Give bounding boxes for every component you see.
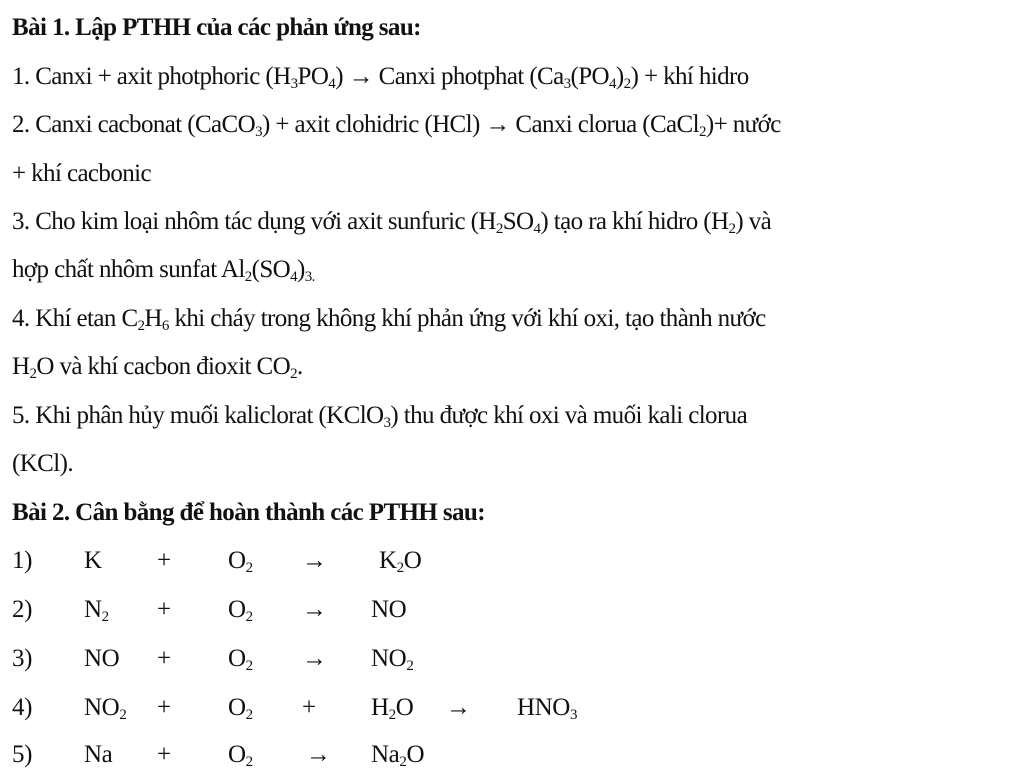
- subscript: 2: [406, 657, 414, 674]
- text-run: (KCl).: [12, 450, 73, 477]
- subscript: 3: [569, 706, 578, 723]
- exercise-1-item-3-line-2: [12, 255, 315, 285]
- text-run: NO: [84, 694, 120, 721]
- subscript: 2: [245, 559, 253, 576]
- arrow-icon: →: [302, 596, 327, 623]
- product: [371, 740, 424, 770]
- subscript: 2: [396, 559, 404, 576]
- text-run: 1. Canxi + axit photphoric (H: [12, 63, 291, 90]
- text-run: O: [228, 741, 246, 768]
- reactant: [228, 740, 253, 770]
- text-run: 4. Khí etan C: [12, 305, 138, 332]
- exercise-1-item-4-line-1: [12, 304, 766, 334]
- subscript: 2: [495, 220, 503, 237]
- arrow-icon: →: [302, 645, 327, 672]
- subscript: 4: [609, 75, 616, 92]
- text-run: PO: [297, 63, 329, 90]
- subscript: 3: [255, 123, 262, 140]
- product: [371, 595, 406, 625]
- text-run: K: [379, 547, 397, 574]
- text-run: ): [615, 63, 624, 90]
- subscript: 2: [245, 608, 253, 625]
- text-run: ) thu được khí oxi và muối kali clorua: [390, 402, 748, 429]
- text-run: O: [228, 547, 246, 574]
- subscript: 4: [290, 268, 298, 285]
- text-run: ) và: [735, 208, 772, 235]
- text-run: 3. Cho kim loại nhôm tác dụng với axit sunfuric (H: [12, 208, 496, 235]
- reactant: [84, 595, 109, 625]
- text-run: O: [228, 645, 246, 672]
- subscript: 2: [245, 753, 253, 770]
- reactant: [228, 546, 253, 576]
- text-run: O và khí cacbon đioxit CO: [36, 353, 291, 380]
- plus-sign: +: [157, 645, 171, 672]
- text-run: ) tạo ra khí hidro (H: [540, 208, 729, 235]
- exercise-1-item-3-line-1: [12, 207, 771, 237]
- text-run: HNO: [517, 694, 570, 721]
- subscript: 2: [388, 706, 396, 723]
- exercise-1-item-5-line-2: [12, 449, 73, 479]
- text-run: ) + khí hidro: [630, 63, 749, 90]
- reactant: [84, 546, 102, 576]
- subscript: 2: [728, 220, 736, 237]
- exercise-1-item-2-line-2: [12, 159, 151, 189]
- arrow-icon: →: [302, 547, 327, 574]
- plus-sign: +: [157, 547, 171, 574]
- text-run: hợp chất nhôm sunfat Al: [12, 256, 245, 283]
- subscript: 2: [290, 365, 297, 382]
- reactant: [228, 644, 253, 674]
- exercise-1-item-1: [12, 62, 749, 92]
- text-run: N: [84, 596, 102, 623]
- text-run: 5. Khi phân hủy muối kaliclorat (KClO: [12, 402, 384, 429]
- subscript: 6: [161, 317, 169, 334]
- text-run: SO: [502, 208, 534, 235]
- subscript: 2: [623, 75, 631, 92]
- exercise-2-title: Bài 2. Cân bằng để hoàn thành các PTHH sau:: [12, 499, 485, 526]
- text-run: H: [144, 305, 162, 332]
- equation-number: 1): [12, 547, 33, 574]
- subscript: 3: [290, 75, 298, 92]
- exercise-1-title: Bài 1. Lập PTHH của các phản ứng sau:: [12, 14, 421, 41]
- text-run: Na: [84, 741, 113, 768]
- text-run: (SO: [251, 256, 291, 283]
- subscript: 2: [29, 365, 37, 382]
- text-run: ) + axit clohidric (HCl) → Canxi clorua (CaCl: [261, 111, 699, 138]
- subscript: 2: [137, 317, 145, 334]
- subscript: 3: [563, 75, 571, 92]
- subscript: 2: [119, 706, 127, 723]
- text-run: NO: [84, 645, 120, 672]
- subscript: 2: [399, 753, 407, 770]
- subscript: 2: [244, 268, 252, 285]
- plus-sign: +: [157, 596, 171, 623]
- text-run: O: [403, 547, 422, 574]
- reactant: [84, 644, 119, 674]
- product: [379, 546, 421, 576]
- subscript: 4: [328, 75, 336, 92]
- plus-sign: +: [302, 694, 316, 721]
- text-run: O: [406, 741, 425, 768]
- subscript: 2: [245, 706, 253, 723]
- text-run: ): [297, 256, 305, 283]
- subscript: 2: [698, 123, 706, 140]
- text-run: Na: [371, 741, 400, 768]
- reactant: [371, 693, 413, 723]
- equation-number: 5): [12, 741, 33, 768]
- text-run: NO: [371, 596, 407, 623]
- arrow-icon: →: [306, 741, 331, 768]
- subscript: 3: [383, 414, 391, 431]
- equation-number: 2): [12, 596, 33, 623]
- text-run: khi cháy trong không khí phản ứng với khí oxi, tạo thành nước: [168, 305, 766, 332]
- reactant: [228, 693, 253, 723]
- text-run: (PO: [570, 63, 610, 90]
- text-run: )+ nước: [705, 111, 781, 138]
- reactant: [84, 740, 112, 770]
- exercise-1-item-5-line-1: [12, 401, 747, 431]
- text-run: ) → Canxi photphat (Ca: [335, 63, 564, 90]
- exercise-1-item-4-line-2: [12, 352, 303, 382]
- equation-number: 3): [12, 645, 33, 672]
- text-run: K: [84, 547, 102, 574]
- reactant: [84, 693, 126, 723]
- plus-sign: +: [157, 741, 171, 768]
- text-run: H: [12, 353, 30, 380]
- text-run: NO: [371, 645, 407, 672]
- subscript: 2: [245, 657, 253, 674]
- subscript: 2: [101, 608, 109, 625]
- subscript: 4: [533, 220, 541, 237]
- text-run: H: [371, 694, 389, 721]
- text-run: + khí cacbonic: [12, 160, 151, 187]
- subscript: 3.: [304, 268, 315, 285]
- product: [517, 693, 577, 723]
- product: [371, 644, 413, 674]
- text-run: .: [296, 353, 303, 380]
- exercise-1-item-2-line-1: [12, 110, 781, 140]
- text-run: O: [395, 694, 414, 721]
- plus-sign: +: [157, 694, 171, 721]
- equation-number: 4): [12, 694, 33, 721]
- arrow-icon: →: [446, 694, 471, 721]
- text-run: O: [228, 596, 246, 623]
- text-run: 2. Canxi cacbonat (CaCO: [12, 111, 256, 138]
- text-run: O: [228, 694, 246, 721]
- reactant: [228, 595, 253, 625]
